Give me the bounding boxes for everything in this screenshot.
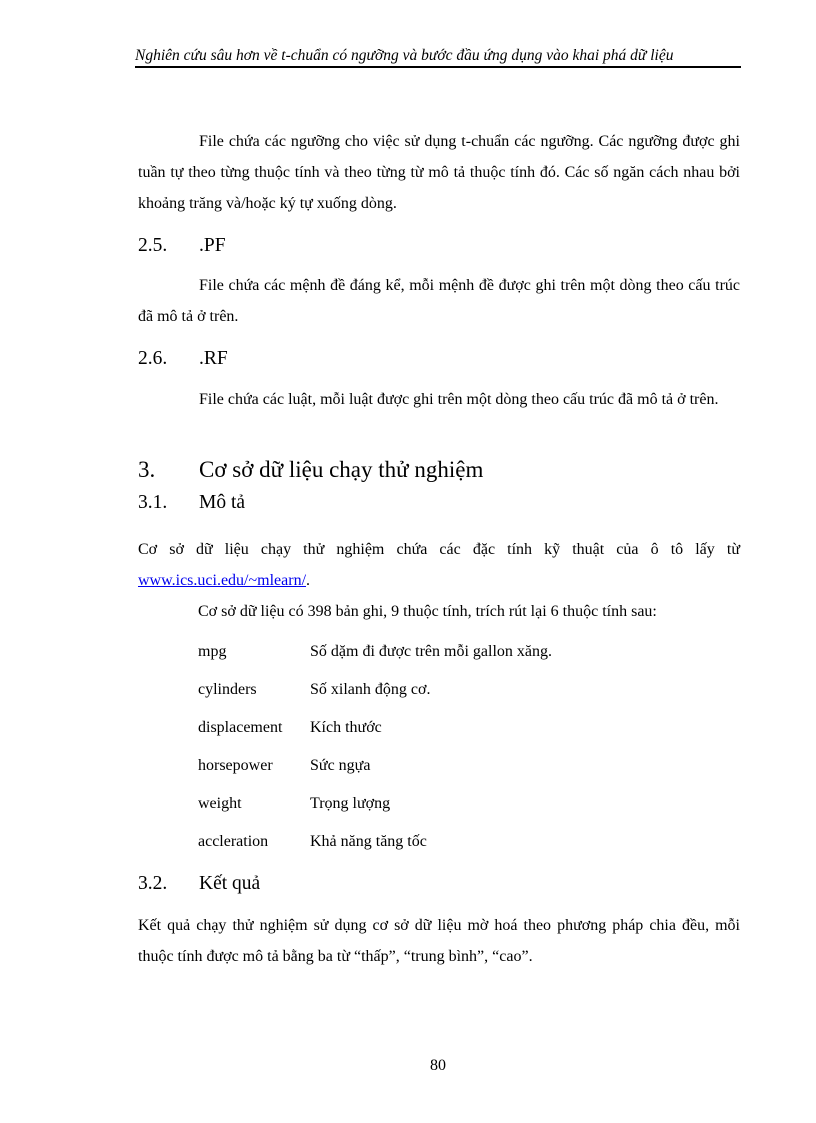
section-2-5-paragraph: File chứa các mệnh đề đáng kể, mỗi mệnh đề được ghi trên một dòng theo cấu trúc đã mô tả ở trên. (138, 277, 740, 325)
attribute-row (198, 757, 370, 775)
running-header: Nghiên cứu sâu hơn về t-chuẩn có ngưỡng và bước đầu ứng dụng vào khai phá dữ liệu (135, 47, 674, 64)
section-3-1-paragraph (138, 534, 740, 596)
attribute-desc: Số dặm đi được trên mỗi gallon xăng. (310, 643, 552, 660)
dataset-summary: Cơ sở dữ liệu có 398 bản ghi, 9 thuộc tính, trích rút lại 6 thuộc tính sau: (198, 603, 657, 620)
section-2-6-paragraph: File chứa các luật, mỗi luật được ghi trên một dòng theo cấu trúc đã mô tả ở trên. (199, 391, 719, 408)
attribute-row (198, 719, 382, 737)
attribute-row (198, 681, 430, 699)
attribute-desc: Trọng lượng (310, 795, 391, 812)
heading-number: 2.6. (138, 348, 168, 369)
heading-3-2 (138, 873, 260, 895)
attribute-row (198, 795, 390, 813)
intro-paragraph: File chứa các ngưỡng cho việc sử dụng t-chuẩn các ngưỡng. Các ngưỡng được ghi tuần tự theo từng thuộc tính và theo từng từ mô tả thuộc tính đó. Các số ngăn cách nhau bởi khoảng trăng và/hoặc ký tự xuống dòng. (138, 133, 740, 212)
attribute-row (198, 643, 552, 661)
attribute-name: mpg (198, 643, 227, 660)
attribute-row (198, 833, 427, 851)
heading-3 (138, 457, 483, 483)
attribute-name: displacement (198, 719, 283, 736)
attribute-name: weight (198, 795, 242, 812)
heading-number: 3. (138, 457, 156, 482)
source-link[interactable]: www.ics.uci.edu/~mlearn/ (138, 572, 307, 589)
heading-3-1 (138, 492, 245, 514)
heading-number: 2.5. (138, 235, 168, 256)
attribute-desc: Kích thước (310, 719, 382, 736)
heading-2-6 (138, 348, 228, 370)
paragraph-end: . (306, 572, 311, 589)
heading-title: Kết quả (199, 873, 261, 894)
heading-title: .RF (199, 348, 228, 369)
attribute-desc: Số xilanh động cơ. (310, 681, 431, 698)
header-rule (135, 66, 741, 68)
attribute-desc: Khả năng tăng tốc (310, 833, 427, 850)
paragraph-text: Cơ sở dữ liệu chạy thử nghiệm chứa các đặc tính kỹ thuật của ô tô lấy từ (138, 541, 740, 558)
attribute-desc: Sức ngựa (310, 757, 371, 774)
page-number: 80 (430, 1057, 446, 1074)
attribute-name: cylinders (198, 681, 257, 698)
heading-number: 3.1. (138, 492, 168, 513)
heading-title: Cơ sở dữ liệu chạy thử nghiệm (199, 457, 484, 482)
attribute-name: accleration (198, 833, 269, 850)
heading-title: Mô tả (199, 492, 246, 513)
heading-number: 3.2. (138, 873, 168, 894)
heading-2-5 (138, 235, 226, 257)
attribute-name: horsepower (198, 757, 273, 774)
section-3-2-paragraph: Kết quả chạy thử nghiệm sử dụng cơ sở dữ liệu mờ hoá theo phương pháp chia đều, mỗi thuộc tính được mô tả bằng ba từ “thấp”, “trung bình”, “cao”. (138, 917, 740, 965)
heading-title: .PF (199, 235, 226, 256)
